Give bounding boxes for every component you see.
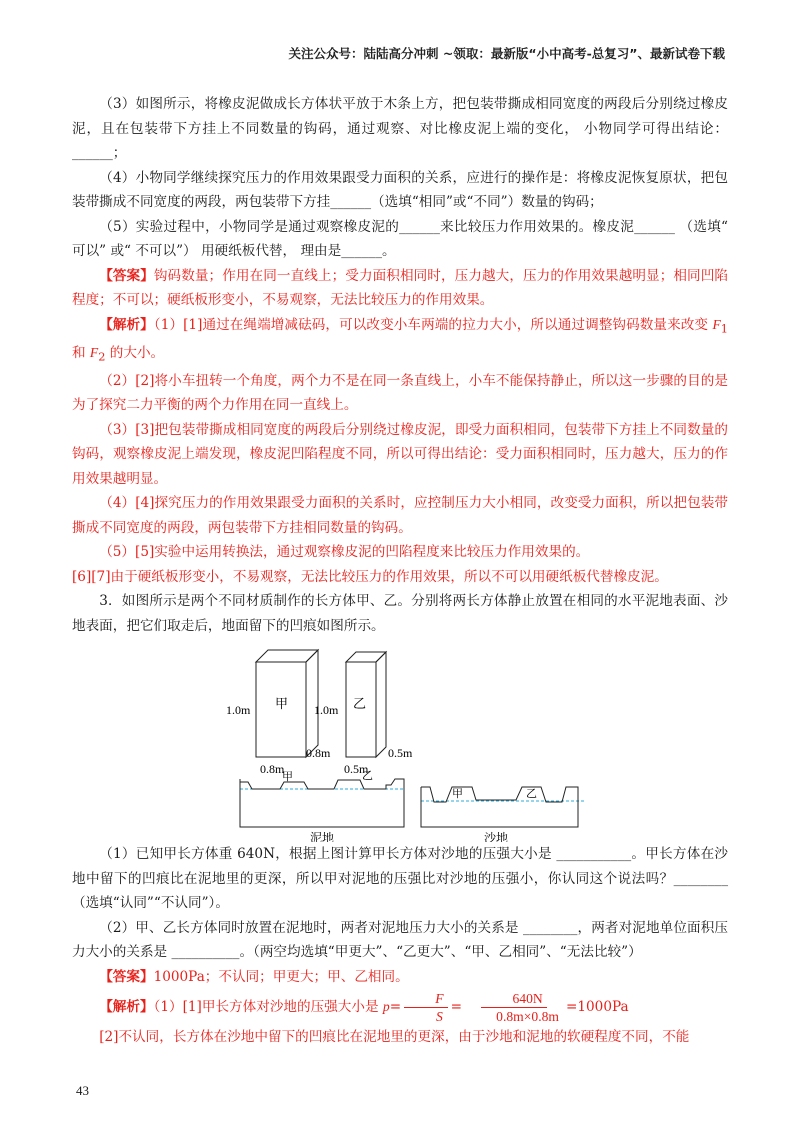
question-2-part-3: （3）如图所示，将橡皮泥做成长方体状平放于木条上方，把包装带撕成相同宽度的两段后分别绕过橡皮泥，且在包装带下方挂上不同数量的钩码，通过观察、对比橡皮泥上端的变化， 小物同学可得出结论：______； (72, 96, 728, 161)
question-3-analysis-2: [2]不认同，长方体在沙地中留下的凹痕比在泥地里的更深，由于沙地和泥地的软硬程度不同，不能 (99, 1029, 690, 1046)
block-a-height: 1.0m (226, 703, 251, 718)
page-header: 关注公众号：陆陆高分冲刺 ~领取：最新版“小中高考-总复习”、最新试卷下载 (288, 46, 725, 61)
question-2-part-5: （5）实验过程中，小物同学是通过观察橡皮泥的______来比较压力作用效果的。橡皮泥______ （选填“ 可以” 或“ 不可以”） 用硬纸板代替， 理由是______。 (72, 218, 728, 259)
question-3-part-2: （2）甲、乙长方体同时放置在泥地时，两者对泥地压力大小的关系是 ________，两者对泥地单位面积压力大小的关系是 __________。（两空均选填“甲更大”、“乙更大”、“甲、乙相同”、“无法比较”） (72, 919, 728, 961)
sand-label-b: 乙 (526, 788, 537, 801)
block-a-width: 0.8m (260, 762, 285, 777)
blocks-diagram (226, 642, 586, 842)
mud-ground (240, 779, 404, 827)
mud-label-b: 乙 (362, 770, 373, 783)
mud-profile (240, 779, 404, 827)
question-2-part-4: （4）小物同学继续探究压力的作用效果跟受力面积的关系，应进行的操作是：将橡皮泥恢复原状，把包装带撕成不同宽度的两段，两包装带下方挂______（选填“相同”或“不同”）数量的钩码； (72, 169, 728, 210)
sand-ground (421, 787, 584, 827)
sand-label: 沙地 (484, 831, 509, 843)
question-2-answer: 【答案】钩码数量；作用在同一直线上；受力面积相同时，压力越大，压力的作用效果越明显；相同凹陷程度；不可以；硬纸板形变小，不易观察，无法比较压力的作用效果。 (72, 267, 728, 308)
block-b-depth: 0.5m (388, 746, 413, 761)
block-b-top (346, 652, 386, 662)
block-b-height: 1.0m (314, 703, 339, 718)
question-2-analysis-4: （4）[4]探究压力的作用效果跟受力面积的关系时，应控制压力大小相同，改变受力面积，所以把包装带撕成不同宽度的两段，两包装带下方挂相同数量的钩码。 (72, 495, 728, 536)
question-3-intro: 3．如图所示是两个不同材质制作的长方体甲、乙。分别将两长方体静止放置在相同的水平泥地表面、沙地表面，把它们取走后，地面留下的凹痕如图所示。 (72, 593, 728, 634)
page-number: 43 (76, 1083, 89, 1098)
blocks-diagram-svg (226, 642, 586, 842)
page-content (72, 92, 728, 1050)
mud-label: 泥地 (310, 831, 335, 843)
question-2-analysis-1: 【解析】（1）[1]通过在绳端增减砝码，可以改变小车两端的拉力大小，所以通过调整钩码数量来改变 $F_1$和 $F_2$ 的大小。 (72, 316, 728, 364)
block-b-side (376, 652, 386, 757)
question-2-analysis-5: （5）[5]实验中运用转换法，通过观察橡皮泥的凹陷程度来比较压力作用效果的。 (99, 544, 590, 561)
mud-label-a: 甲 (282, 771, 293, 784)
question-2-analysis-6-7: [6][7]由于硬纸板形变小，不易观察，无法比较压力的作用效果，所以不可以用硬纸板代替橡皮泥。 (72, 568, 668, 585)
fraction-f-over-s: $\frac{F}{S}$ (404, 990, 448, 1025)
question-3-part-1: （1）已知甲长方体重 640N，根据上图计算甲长方体对沙地的压强大小是 ___________。甲长方体在沙地中留下的凹痕比在泥地里的更深，所以甲对泥地的压强比对沙地的压强小，你认同这个说法吗？________（选填“认同”“不认同”）。 (72, 846, 728, 912)
question-2-analysis-2: （2）[2]将小车扭转一个角度，两个力不是在同一条直线上，小车不能保持静止，所以这一步骤的目的是为了探究二力平衡的两个力作用在同一直线上。 (72, 372, 728, 414)
block-b-name: 乙 (353, 696, 367, 712)
sand-label-a: 甲 (452, 788, 463, 801)
block-b-width: 0.5m (344, 762, 369, 777)
block-a-name: 甲 (275, 696, 289, 712)
sand-profile (421, 787, 578, 827)
block-a-top (256, 650, 318, 662)
question-3-analysis-1: 【解析】（1）[1]甲长方体对沙地的压强大小是 p= $\frac{F}{S}$ = $\frac{640N}{0.8m\times 0.8m}$ =1000Pa (99, 991, 629, 1025)
question-3-answer: 【答案】1000Pa；不认同；甲更大；甲、乙相同。 (99, 968, 409, 985)
question-2-analysis-3: （3）[3]把包装带撕成相同宽度的两段后分别绕过橡皮泥，即受力面积相同，包装带下方挂上不同数量的钩码，观察橡皮泥上端发现，橡皮泥凹陷程度不同，所以可得出结论：受力面积相同时，压力越大，压力的作用效果越明显。 (72, 421, 728, 487)
block-a-depth: 0.8m (306, 746, 331, 761)
fraction-values: $\frac{640N}{0.8m\times 0.8m}$ (465, 990, 563, 1025)
